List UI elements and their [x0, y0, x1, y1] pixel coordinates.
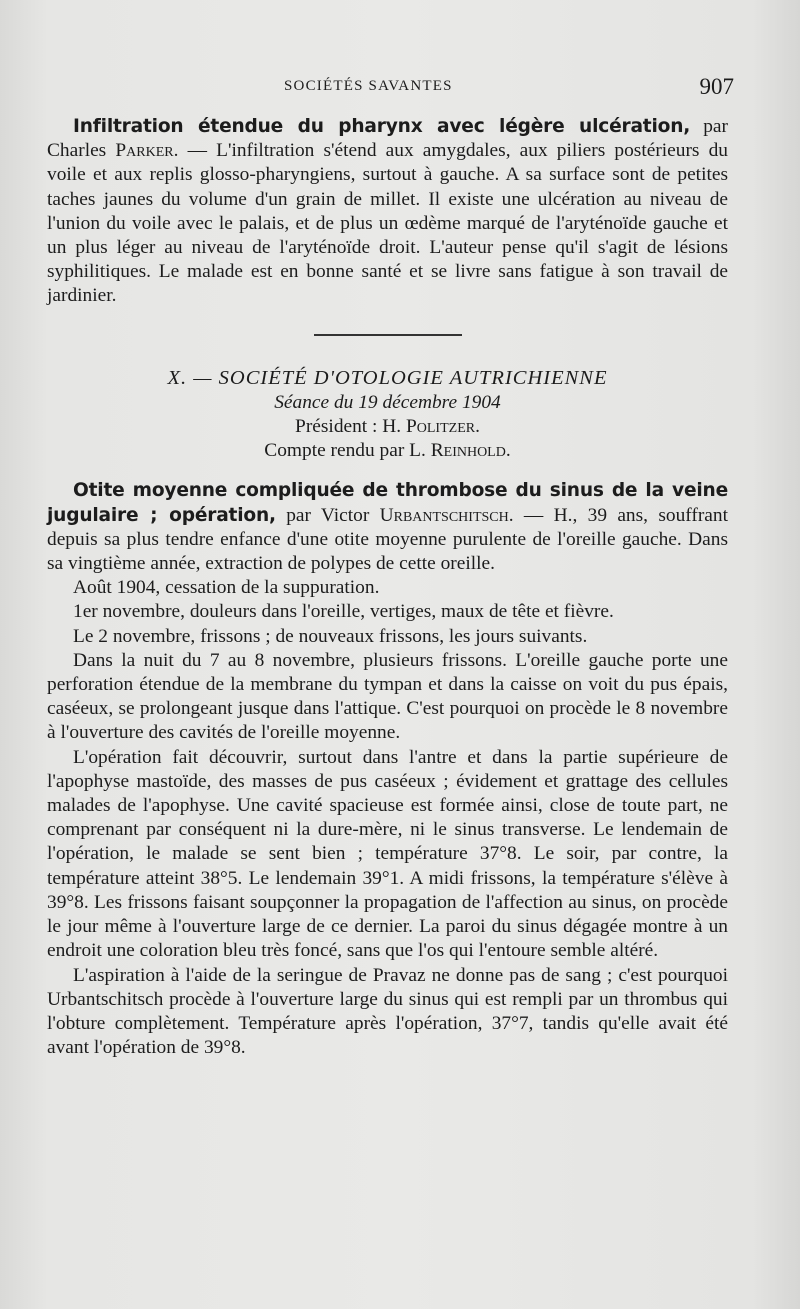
section-divider [314, 334, 462, 336]
paragraph: 1er novembre, douleurs dans l'oreille, vertiges, maux de tête et fièvre. [73, 601, 614, 623]
article-byline: par Charles [47, 116, 728, 162]
article-byline: par Victor [275, 504, 380, 526]
report-suffix: . [505, 440, 511, 462]
president-name: Politzer [405, 416, 476, 438]
report-line [47, 439, 728, 463]
article-parker [47, 115, 728, 309]
reporter-name: Reinhold [430, 440, 506, 462]
paragraph: L'aspiration à l'aide de la seringue de Pravaz ne donne pas de sang ; c'est pourquoi Urbantschitsch procède à l'ouverture large du sinus qui est rempli par un thrombus qui l'obture complètement. Température après l'opération, 37°7, tandis qu'elle avait été avant l'opération de 39°8. [47, 964, 728, 1059]
president-suffix: . [475, 416, 480, 438]
running-head: SOCIÉTÉS SAVANTES [284, 78, 453, 94]
page-header [47, 72, 734, 106]
article-urbantschitsch [47, 479, 728, 576]
section-title: X. — SOCIÉTÉ D'OTOLOGIE AUTRICHIENNE [167, 366, 608, 389]
president-line [47, 415, 728, 439]
article-author: Urbantschitsch [379, 504, 509, 526]
article-author: Parker [115, 140, 174, 162]
article-title: Infiltration étendue du pharynx avec légère ulcération, [73, 116, 691, 137]
president-prefix: Président : H. [295, 416, 406, 438]
article-body: . — L'infiltration s'étend aux amygdales, aux piliers postérieurs du voile et aux replis glosso-pharyngiens, surtout à gauche. A sa surface sont de petites taches jaunes du volume d'un grain de millet. Il existe une ulcération au niveau de l'union du voile avec le palais, et de plus un œdème marqué de l'aryténoïde gauche et un plus léger au niveau de l'aryténoïde droit. L'auteur pense qu'il s'agit de lésions syphilitiques. Le malade est en bonne santé et se livre sans fatigue à son travail de jardinier. [47, 140, 728, 307]
session-date: Séance du 19 décembre 1904 [274, 391, 501, 413]
page-content [47, 115, 728, 1060]
paragraph: Dans la nuit du 7 au 8 novembre, plusieurs frissons. L'oreille gauche porte une perforation étendue de la membrane du tympan et dans la caisse on voit du pus épais, caséeux, se prolongeant jusque dans l'attique. C'est pourquoi on procède le 8 novembre à l'ouverture des cavités de l'oreille moyenne. [47, 649, 728, 744]
paragraph: L'opération fait découvrir, surtout dans l'antre et dans la partie supérieure de l'apophyse mastoïde, des masses de pus caséeux ; évidement et grattage des cellules malades de l'apophyse. Une cavité spacieuse est formée ainsi, close de toute part, ne comprenant par conséquent ni la dure-mère, ni le sinus transverse. Le lendemain de l'opération, le malade se sent bien ; température 37°8. Le soir, par contre, la température atteint 38°5. Le lendemain 39°1. A midi frissons, la température s'élève à 39°8. Les frissons faisant soupçonner la propagation de l'affection au sinus, on procède le jour même à l'ouverture large de ce dernier. La paroi du sinus dégagée montre à un endroit une coloration bleu très foncé, sans que l'os qui l'entoure semble altéré. [47, 746, 728, 962]
report-prefix: Compte rendu par L. [264, 440, 431, 462]
paragraph: Le 2 novembre, frissons ; de nouveaux frissons, les jours suivants. [73, 625, 588, 647]
paragraph: Août 1904, cessation de la suppuration. [73, 577, 380, 599]
article-intro: . — H., 39 ans, souffrant depuis sa plus tendre enfance d'une otite moyenne purulente de l'oreille gauche. Dans sa vingtième année, extraction de polypes de cette oreille. [47, 504, 728, 575]
page-number: 907 [699, 74, 734, 99]
article-title: Otite moyenne compliquée de thrombose du sinus de la veine jugulaire ; opération, [47, 480, 728, 526]
spacer [47, 463, 728, 479]
